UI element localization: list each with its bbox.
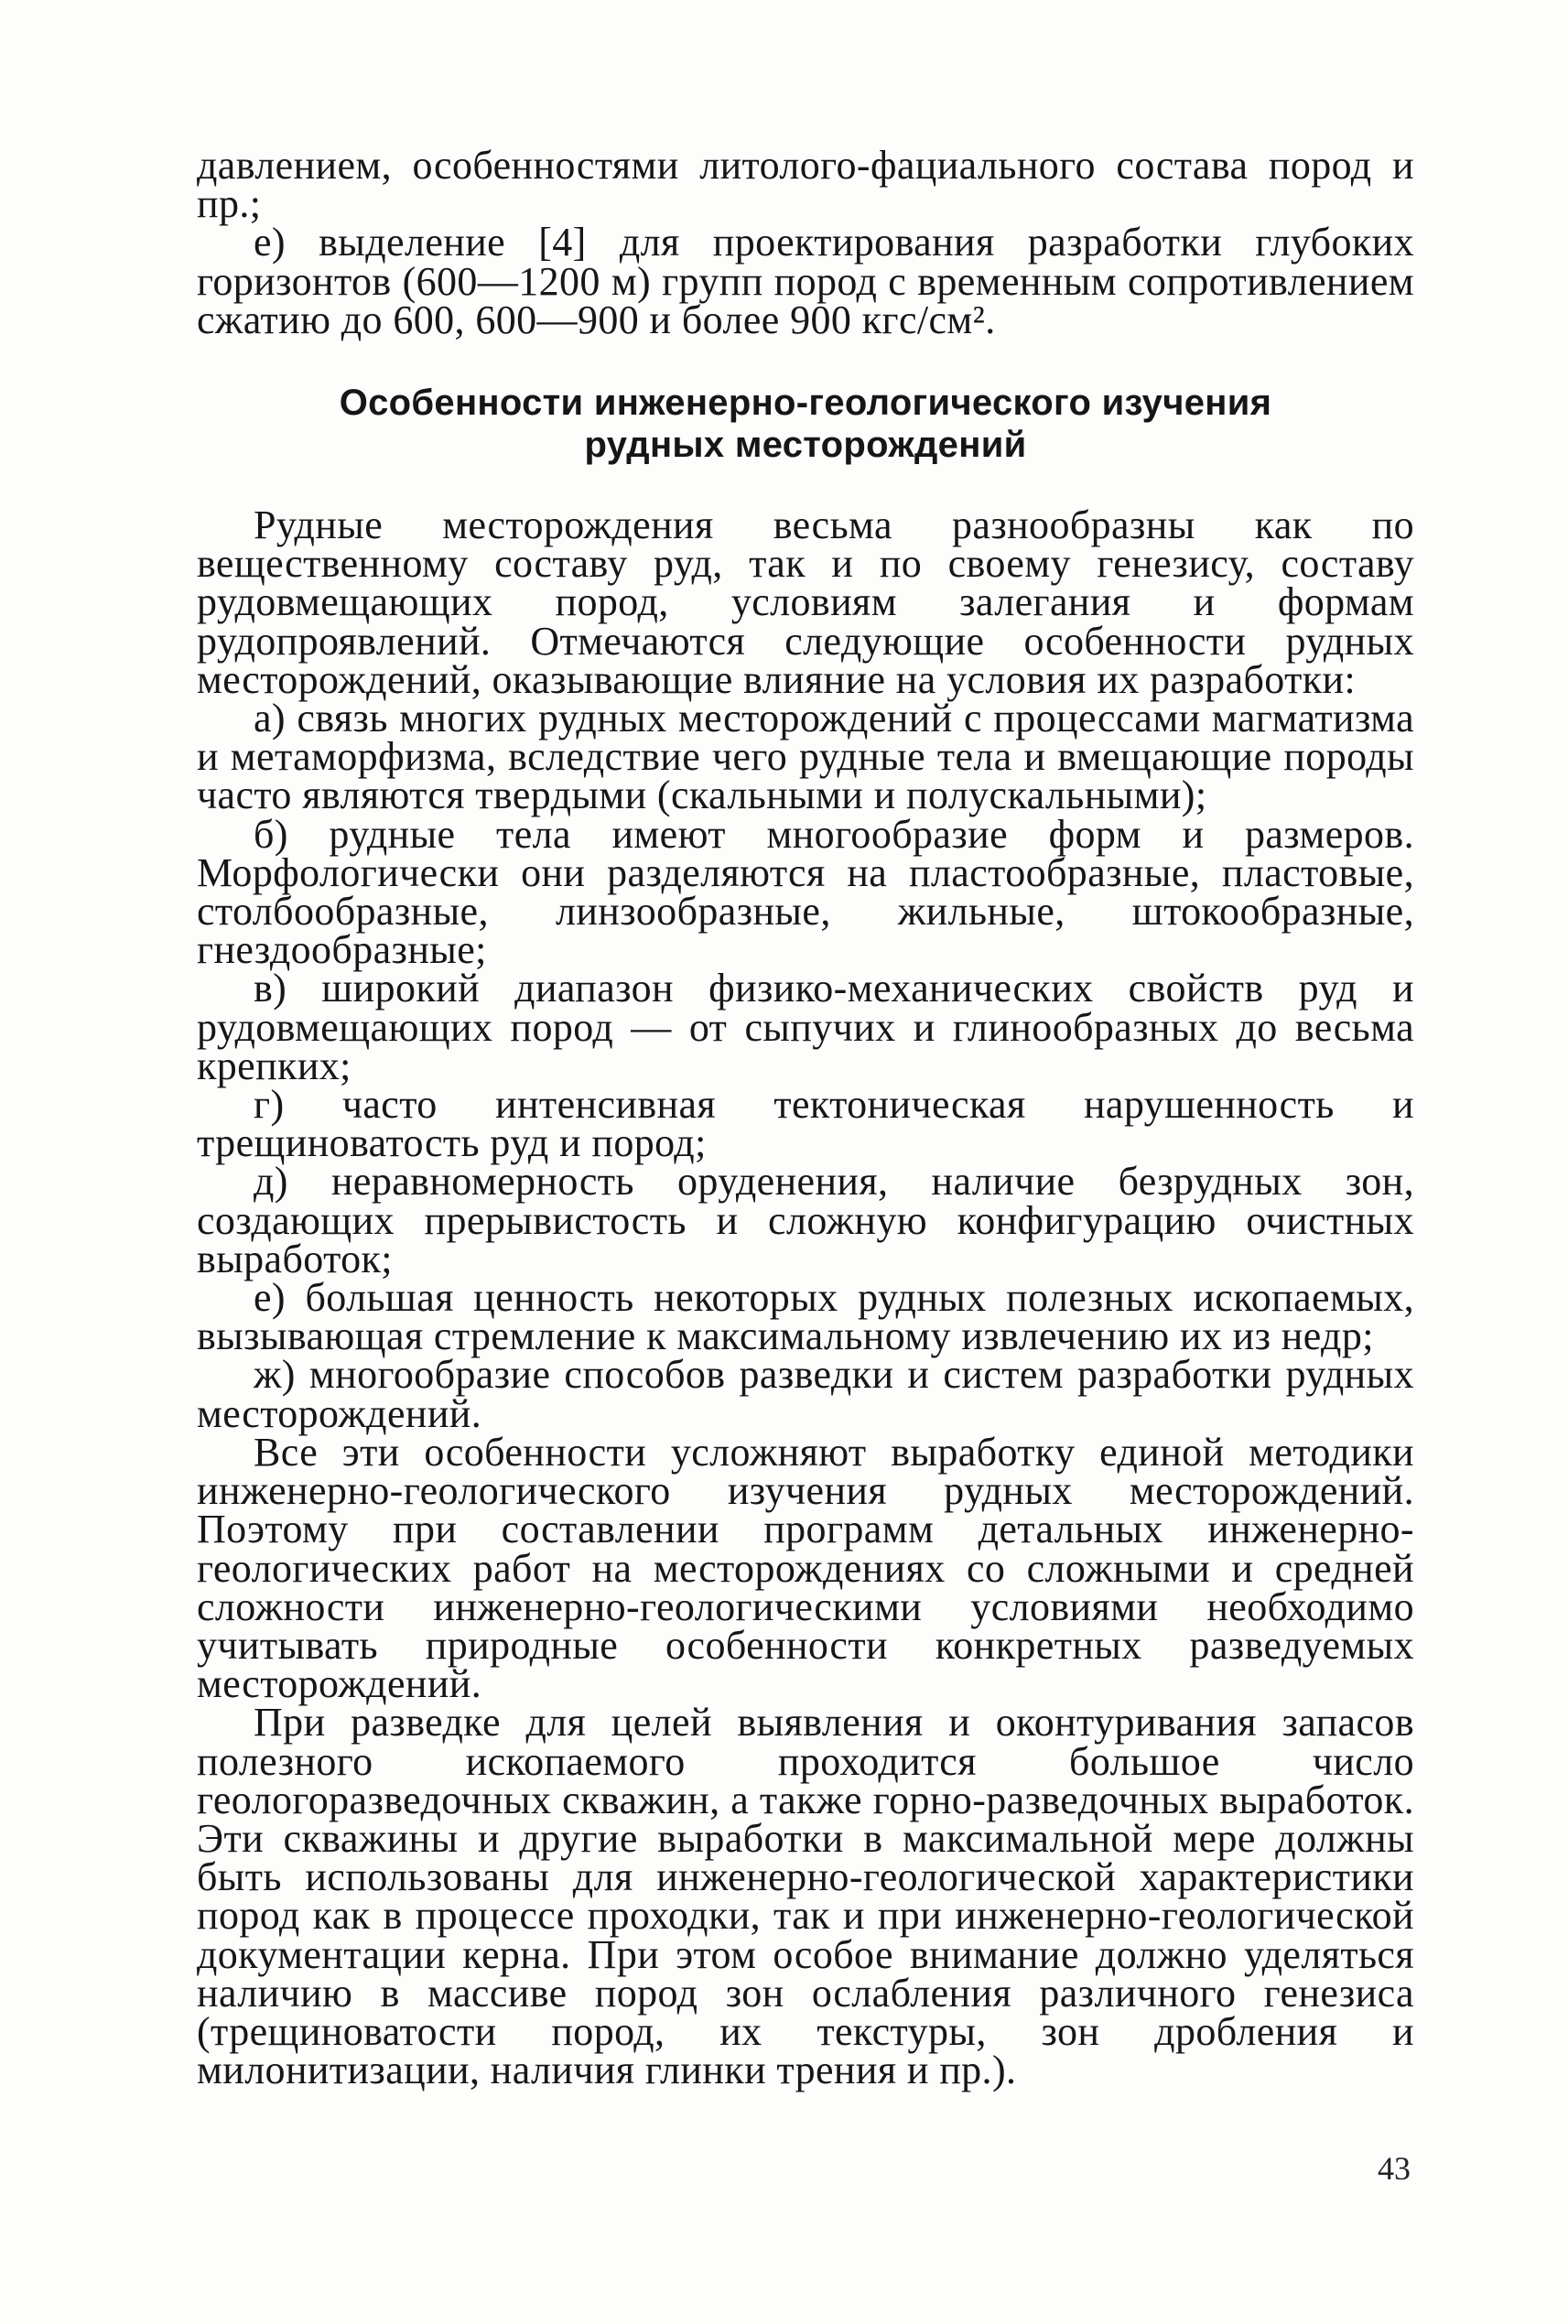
paragraph-features: Все эти особенности усложняют выработку единой методики инженерно-геологического изучения рудных месторождений. Поэтому при составлении программ детальных инженерно-геологических работ на месторождениях со сложными и средней сложности инженерно-геологическими условиями необходимо учитывать природные особенности конкретных разведуемых месторождений. bbox=[197, 1429, 1414, 1707]
list-item-zh: ж) многообразие способов разведки и систем разработки рудных месторождений. bbox=[197, 1352, 1414, 1436]
list-item-g: г) часто интенсивная тектоническая нарушенность и трещиноватость руд и пород; bbox=[197, 1082, 1414, 1166]
body-text bbox=[197, 143, 1414, 2093]
heading-line-1: Особенности инженерно-геологического изучения bbox=[339, 383, 1272, 424]
page-number: 43 bbox=[1378, 2150, 1411, 2187]
heading-line-2: рудных месторождений bbox=[584, 425, 1027, 466]
list-item-b: б) рудные тела имеют многообразие форм и размеров. Морфологически они разделяются на пластообразные, пластовые, столбообразные, линзообразные, жильные, штокообразные, гнездообразные; bbox=[197, 811, 1414, 973]
paragraph-exploration: При разведке для целей выявления и оконтуривания запасов полезного ископаемого проходится большое число геологоразведочных скважин, а также горно-разведочных выработок. Эти скважины и другие выработки в максимальной мере должны быть использованы для инженерно-геологической характеристики пород как в процессе проходки, так и при инженерно-геологической документации керна. При этом особое внимание должно уделяться наличию в массиве пород зон ослабления различного генезиса (трещиноватости пород, их текстуры, зон дробления и милонитизации, наличия глинки трения и пр.). bbox=[197, 1700, 1414, 2093]
paragraph-continuation: давлением, особенностями литолого-фациального состава пород и пр.; bbox=[197, 143, 1414, 227]
paragraph-intro: Рудные месторождения весьма разнообразны как по вещественному составу руд, так и по своему генезису, составу рудовмещающих пород, условиям залегания и формам рудопроявлений. Отмечаются следующие особенности рудных месторождений, оказывающие влияние на условия их разработки: bbox=[197, 503, 1414, 702]
list-item-e-top: е) выделение [4] для проектирования разработки глубоких горизонтов (600—1200 м) групп пород с временным сопротивлением сжатию до 600, 600—900 и более 900 кгс/см². bbox=[197, 220, 1414, 342]
list-item-d: д) неравномерность оруденения, наличие безрудных зон, создающих прерывистость и сложную конфигурацию очистных выработок; bbox=[197, 1159, 1414, 1281]
list-item-v: в) широкий диапазон физико-механических свойств руд и рудовмещающих пород — от сыпучих и глинообразных до весьма крепких; bbox=[197, 966, 1414, 1088]
list-item-a: а) связь многих рудных месторождений с процессами магматизма и метаморфизма, вследствие чего рудные тела и вмещающие породы часто являются твердыми (скальными и полускальными); bbox=[197, 696, 1414, 818]
list-item-e: е) большая ценность некоторых рудных полезных ископаемых, вызывающая стремление к максимальному извлечению их из недр; bbox=[197, 1275, 1414, 1359]
section-heading bbox=[197, 382, 1414, 466]
